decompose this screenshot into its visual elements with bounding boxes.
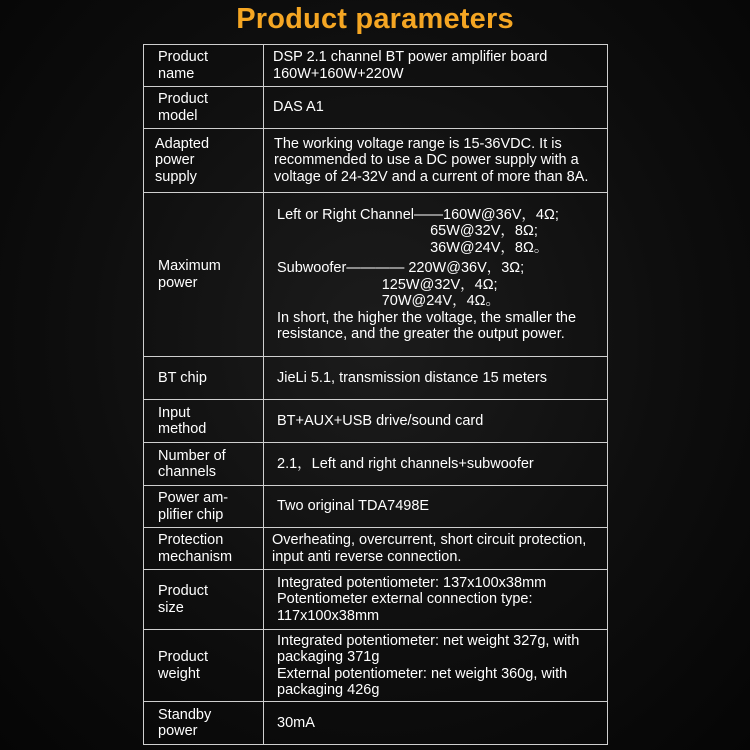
row-adapted-power-supply	[144, 129, 608, 193]
power-line-4: Subwoofer———— 220W@36V，3Ω;	[277, 260, 525, 276]
row-product-model	[144, 87, 608, 129]
page-title: Product parameters	[236, 3, 514, 35]
label-adapted-power-supply: Adapted power supply	[144, 129, 264, 193]
parameters-table	[143, 44, 608, 745]
value-adapted-power-supply: The working voltage range is 15-36VDC. It is recommended to use a DC power supply with a voltage of 24-32V and a current of more than 8A.	[264, 129, 608, 193]
power-line-7: In short, the higher the voltage, the smaller the	[277, 309, 577, 326]
row-maximum-power	[144, 193, 608, 357]
row-input-method	[144, 400, 608, 443]
value-standby-power: 30mA	[264, 702, 608, 745]
value-power-amplifier-chip: Two original TDA7498E	[264, 486, 608, 528]
label-standby-power: Standby power	[144, 702, 264, 745]
value-product-name: DSP 2.1 channel BT power amplifier board 160W+160W+220W	[264, 45, 608, 87]
power-line-6: 70W@24V，4Ω。	[277, 293, 500, 309]
value-number-of-channels: 2.1，Left and right channels+subwoofer	[264, 443, 608, 486]
row-number-of-channels	[144, 443, 608, 486]
value-maximum-power	[264, 193, 608, 357]
label-product-size: Product size	[144, 570, 264, 630]
label-power-amplifier-chip: Power am- plifier chip	[144, 486, 264, 528]
value-protection-mechanism: Overheating, overcurrent, short circuit protection, input anti reverse connection.	[264, 528, 608, 570]
power-line-5: 125W@32V，4Ω;	[277, 276, 498, 293]
value-bt-chip: JieLi 5.1, transmission distance 15 meters	[264, 357, 608, 400]
power-line-3: 36W@24V，8Ω。	[277, 239, 549, 256]
label-bt-chip: BT chip	[144, 357, 264, 400]
value-input-method: BT+AUX+USB drive/sound card	[264, 400, 608, 443]
label-product-model: Product model	[144, 87, 264, 129]
label-input-method: Input method	[144, 400, 264, 443]
value-product-weight: Integrated potentiometer: net weight 327g, with packaging 371g External potentiometer: net weight 360g, with packaging 426g	[264, 630, 608, 702]
value-product-model: DAS A1	[264, 87, 608, 129]
label-number-of-channels: Number of channels	[144, 443, 264, 486]
label-protection-mechanism: Protection mechanism	[144, 528, 264, 570]
row-standby-power	[144, 702, 608, 745]
value-product-size: Integrated potentiometer: 137x100x38mm Potentiometer external connection type: 117x100x38mm	[264, 570, 608, 630]
power-line-8: resistance, and the greater the output power.	[277, 326, 565, 342]
power-line-1: Left or Right Channel——160W@36V，4Ω;	[277, 206, 559, 223]
row-product-size	[144, 570, 608, 630]
label-maximum-power: Maximum power	[144, 193, 264, 357]
label-product-weight: Product weight	[144, 630, 264, 702]
row-product-name	[144, 45, 608, 87]
row-product-weight	[144, 630, 608, 702]
power-line-2: 65W@32V，8Ω;	[277, 223, 538, 239]
label-product-name: Product name	[144, 45, 264, 87]
row-power-amplifier-chip	[144, 486, 608, 528]
row-protection-mechanism	[144, 528, 608, 570]
row-bt-chip	[144, 357, 608, 400]
